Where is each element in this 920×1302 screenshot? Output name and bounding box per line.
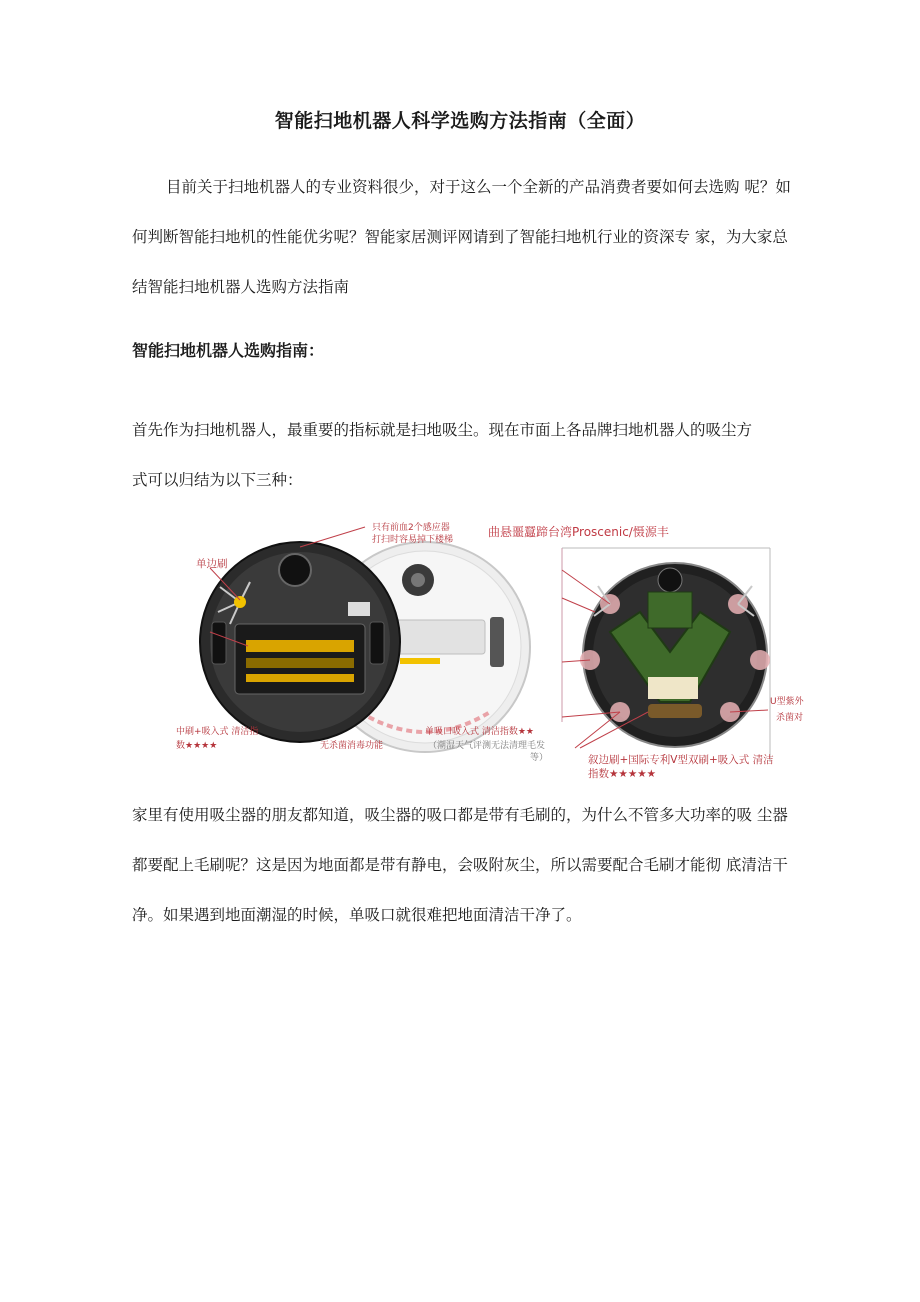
- label-v-brush-1: 叙边刷+国际专利V型双刷+吸入式 清洁: [588, 754, 774, 766]
- section-heading: 智能扫地机器人选购指南：: [132, 341, 325, 360]
- suction-line-1: 首先作为扫地机器人，最重要的指标就是扫地吸尘。现在市面上各品牌扫地机器人的吸尘方: [132, 421, 753, 439]
- label-side-brush: 单边刷: [196, 558, 228, 570]
- label-uv-2: 杀菌对: [776, 713, 804, 723]
- proscenic-robot-image: [580, 563, 770, 747]
- suction-line-2: 式可以归结为以下三种：: [132, 471, 303, 489]
- label-no-uv: 无杀菌消毒功能: [320, 741, 384, 751]
- label-sensor-2: 打扫时容易掉下楼梯: [372, 535, 454, 545]
- label-single-suction-1: 单吸口吸入式 清洁指数★★: [425, 727, 534, 737]
- suction-paragraph: [132, 405, 798, 505]
- label-brand: 曲悬噩蠶蹄台湾Proscenic/慑源丰: [488, 525, 669, 539]
- page-title: 智能扫地机器人科学选购方法指南（全面）: [274, 110, 646, 132]
- label-mid-brush-1: 中刷+吸入式 清洁指: [176, 727, 259, 737]
- label-single-suction-3: 等）: [530, 753, 549, 763]
- label-uv-1: U型紫外: [770, 697, 804, 707]
- label-v-brush-2: 指数★★★★★: [588, 768, 657, 780]
- label-single-suction-2: （潮湿天气评测无法清理毛发: [428, 741, 546, 751]
- black-robot-image: [200, 542, 400, 742]
- robot-comparison-figure: [170, 512, 816, 782]
- brush-paragraph: 家里有使用吸尘器的朋友都知道，吸尘器的吸口都是带有毛刷的，为什么不管多大功率的吸 尘器都要配上毛刷呢？这是因为地面都是带有静电，会吸附灰尘，所以需要配合毛刷才能彻 底清洁干净。如果遇到地面潮湿的时候，单吸口就很难把地面清洁干净了。: [132, 806, 788, 924]
- intro-paragraph: 目前关于扫地机器人的专业资料很少，对于这么一个全新的产品消费者要如何去选购 呢？如何判断智能扫地机的性能优劣呢？智能家居测评网请到了智能扫地机行业的资深专 家，为大家总结智能扫地机器人选购方法指南: [132, 178, 791, 296]
- label-mid-brush-2: 数★★★★: [176, 741, 218, 751]
- label-sensor-1: 只有前血2个感应器: [372, 523, 450, 533]
